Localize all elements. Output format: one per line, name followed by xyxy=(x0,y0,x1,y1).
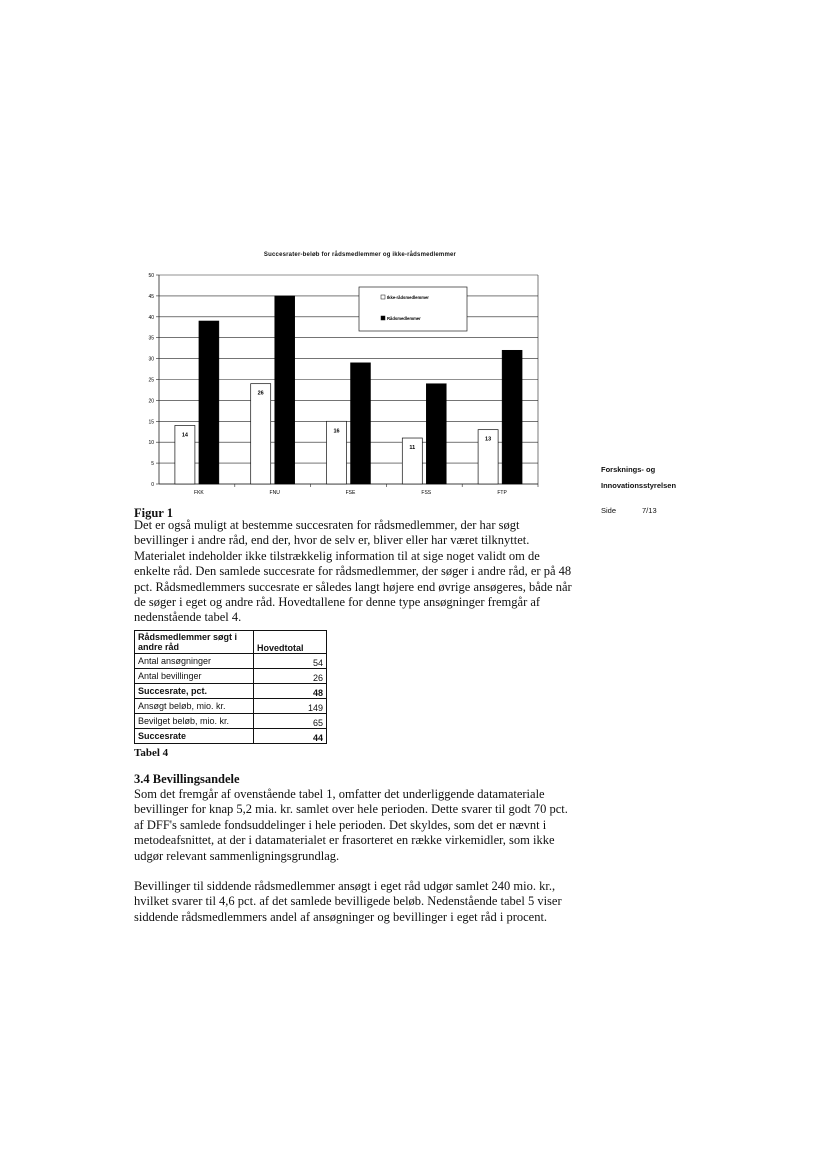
organization-line-2: Innovationsstyrelsen xyxy=(601,481,677,490)
paragraph-3: Bevillinger til siddende rådsmedlemmer ansøgt i eget råd udgør samlet 240 mio. kr., hvilket svarer til 4,6 pct. af det samlede bevilligede beløb. Nedenstående tabel 5 viser siddende rådsmedlemmers andel af ansøgninger og bevillinger i eget råd i procent. xyxy=(134,879,562,924)
bar-raadsmedlemmer xyxy=(275,296,295,484)
table-row xyxy=(135,684,327,699)
row-label: Succesrate xyxy=(135,729,254,744)
row-value: 54 xyxy=(254,654,327,669)
y-tick-label: 30 xyxy=(148,356,154,363)
bar-raadsmedlemmer xyxy=(426,384,446,484)
y-tick-label: 5 xyxy=(151,461,154,468)
row-label: Antal ansøgninger xyxy=(135,654,254,669)
table-header-row xyxy=(135,631,327,654)
table-row xyxy=(135,699,327,714)
x-category-label: FKK xyxy=(194,490,204,496)
legend-box xyxy=(359,287,467,331)
page-label: Side xyxy=(601,506,617,515)
table-header-value: Hovedtotal xyxy=(254,631,327,654)
y-tick-label: 15 xyxy=(148,419,154,426)
row-value: 149 xyxy=(254,699,327,714)
x-category-label: FSE xyxy=(345,490,356,496)
legend-swatch xyxy=(381,316,385,320)
table-row xyxy=(135,729,327,744)
x-category-label: FTP xyxy=(497,490,507,496)
bar-chart xyxy=(140,266,550,504)
y-tick-label: 20 xyxy=(148,398,154,405)
table-caption: Tabel 4 xyxy=(134,747,169,759)
y-tick-label: 35 xyxy=(148,335,154,342)
y-tick-label: 0 xyxy=(151,482,154,488)
page-number: 7/13 xyxy=(642,506,657,515)
row-value: 48 xyxy=(254,684,327,699)
bar-raadsmedlemmer xyxy=(351,363,371,484)
row-label: Succesrate, pct. xyxy=(135,684,254,699)
paragraph-2: Som det fremgår af ovenstående tabel 1, omfatter det underliggende datamateriale bevillinger for knap 5,2 mia. kr. samlet over hele perioden. Dette svarer til godt 70 pct. af DFF's samlede fondsuddelinger i hele perioden. Det skyldes, som det er nævnt i metodeafsnittet, at der i datamaterialet er frasorteret en række virkemidler, som ikke udgør relevant sammenligningsgrundlag. xyxy=(134,787,568,863)
bar-data-label: 16 xyxy=(333,428,340,435)
table-row xyxy=(135,669,327,684)
organization-line-1: Forsknings- og xyxy=(601,465,656,474)
paragraph-1: Det er også muligt at bestemme succesraten for rådsmedlemmer, der har søgt bevillinger i andre råd, end der, hvor de selv er, bliver eller har været tilknyttet. Materialet indeholder ikke tilstrækkelig information til at sige noget validt om de enkelte råd. Den samlede succesrate for rådsmedlemmer, der søger i andre råd, er på 48 pct. Rådsmedlemmers succesrate er således langt højere end øvrige ansøgeres, både når de søger i eget og andre råd. Hovedtallene for denne type ansøgninger fremgår af nedenstående tabel 4. xyxy=(134,518,572,625)
bar-ikke-raadsmedlemmer xyxy=(251,384,271,484)
bar-data-label: 11 xyxy=(409,445,416,452)
table-row xyxy=(135,714,327,729)
bar-data-label: 13 xyxy=(485,436,492,443)
row-value: 26 xyxy=(254,669,327,684)
x-category-label: FSS xyxy=(421,490,432,496)
bar-data-label: 14 xyxy=(181,432,188,439)
row-label: Bevilget beløb, mio. kr. xyxy=(135,714,254,729)
row-label: Antal bevillinger xyxy=(135,669,254,684)
y-tick-label: 50 xyxy=(148,273,154,279)
chart-title: Succesrater-beløb for rådsmedlemmer og ikke-rådsmedlemmer xyxy=(263,252,457,258)
row-value: 44 xyxy=(254,729,327,744)
bar-data-label: 26 xyxy=(257,390,264,397)
table-header-label: Rådsmedlemmer søgt i andre råd xyxy=(135,631,254,654)
table-4 xyxy=(134,630,327,744)
bar-raadsmedlemmer xyxy=(199,321,219,484)
bar-raadsmedlemmer xyxy=(502,350,522,484)
y-tick-label: 10 xyxy=(148,440,154,447)
table-row xyxy=(135,654,327,669)
y-tick-label: 45 xyxy=(148,293,154,300)
row-label: Ansøgt beløb, mio. kr. xyxy=(135,699,254,714)
y-tick-label: 40 xyxy=(148,314,154,321)
organization-name xyxy=(601,462,676,494)
y-tick-label: 25 xyxy=(148,377,154,384)
page-indicator xyxy=(601,506,657,515)
legend-swatch xyxy=(381,295,385,299)
x-category-label: FNU xyxy=(269,490,280,496)
section-heading: 3.4 Bevillingsandele xyxy=(134,772,240,786)
legend-label: Rådsmedlemmer xyxy=(387,316,421,321)
figure-caption: Figur 1 xyxy=(134,506,174,520)
legend-label: Ikke-rådsmedlemmer xyxy=(387,295,429,300)
row-value: 65 xyxy=(254,714,327,729)
